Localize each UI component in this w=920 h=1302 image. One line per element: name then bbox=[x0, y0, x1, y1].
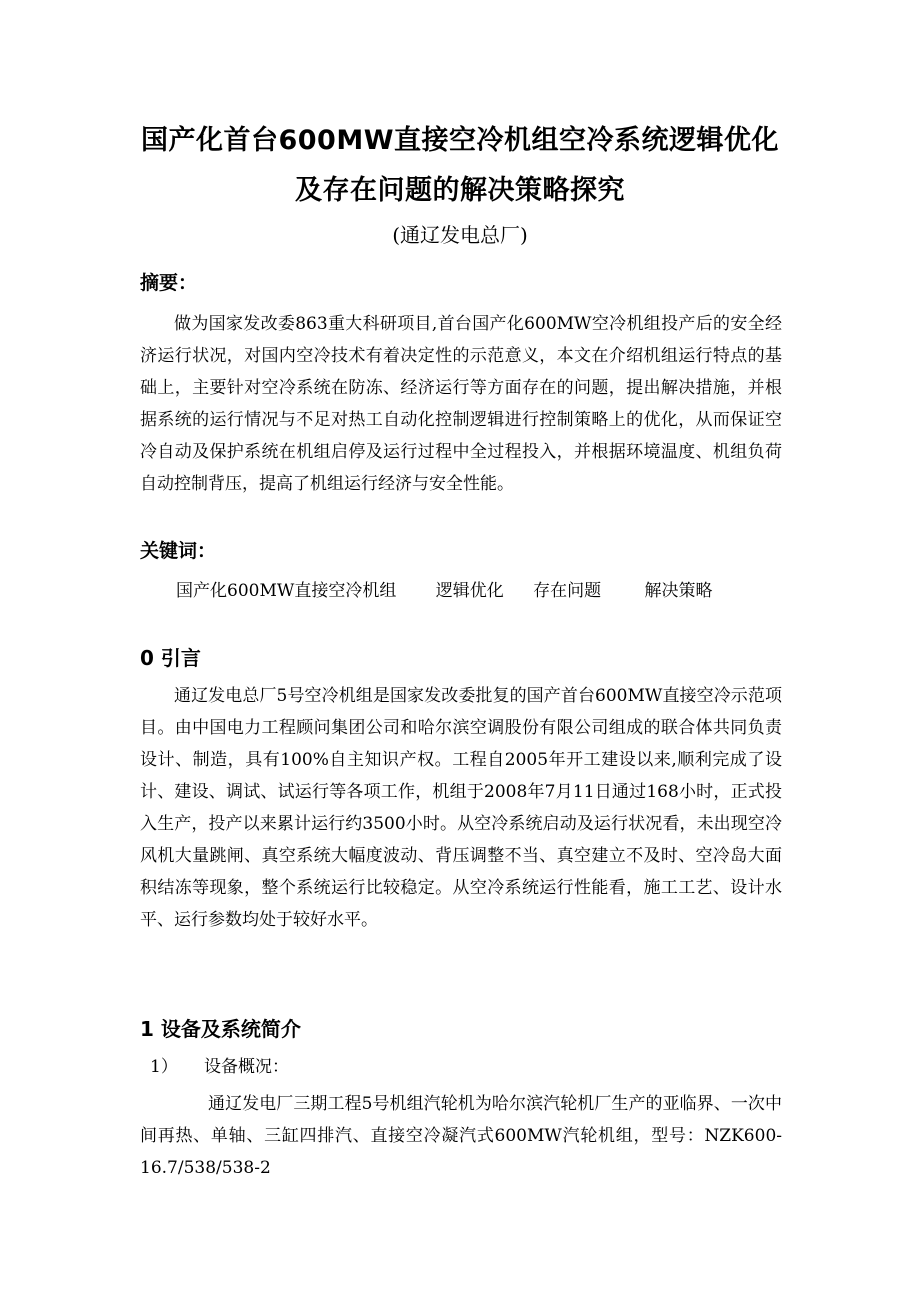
document-title-line-2: 及存在问题的解决策略探究 bbox=[295, 175, 625, 206]
subsection-number: 1） bbox=[150, 1057, 178, 1077]
subsection-label: 设备概况： bbox=[204, 1057, 289, 1077]
section-1-text: 通辽发电厂三期工程5号机组汽轮机为哈尔滨汽轮机厂生产的亚临界、一次中间再热、单轴、三缸四排汽、直接空冷凝汽式600MW汽轮机组，型号：NZK600-16.7/538/538-2 bbox=[140, 1094, 782, 1178]
keyword-item: 逻辑优化 bbox=[435, 581, 504, 601]
section-0-heading: 0 引言 bbox=[140, 646, 201, 670]
organization-name: (通辽发电总厂) bbox=[392, 223, 528, 247]
section-1-heading: 1 设备及系统简介 bbox=[140, 1017, 301, 1041]
section-0-text: 通辽发电总厂5号空冷机组是国家发改委批复的国产首台600MW直接空冷示范项目。由中国电力工程顾问集团公司和哈尔滨空调股份有限公司组成的联合体共同负责设计、制造，具有100%自主知识产权。工程自2005年开工建设以来,顺利完成了设计、建设、调试、试运行等各项工作，机组于2008年7月11日通过168小时，正式投入生产，投产以来累计运行约3500小时。从空冷系统启动及运行状况看，未出现空冷风机大量跳闸、真空系统大幅度波动、背压调整不当、真空建立不及时、空冷岛大面积结冻等现象，整个系统运行比较稳定。从空冷系统运行性能看，施工工艺、设计水平、运行参数均处于较好水平。 bbox=[140, 686, 782, 930]
subsection-heading bbox=[150, 1052, 289, 1077]
keyword-item: 存在问题 bbox=[533, 581, 602, 601]
keyword-item: 解决策略 bbox=[644, 581, 713, 601]
abstract-text: 做为国家发改委863重大科研项目,首台国产化600MW空冷机组投产后的安全经济运行状况，对国内空冷技术有着决定性的示范意义，本文在介绍机组运行特点的基础上，主要针对空冷系统在防冻、经济运行等方面存在的问题，提出解决措施，并根据系统的运行情况与不足对热工自动化控制逻辑进行控制策略上的优化，从而保证空冷自动及保护系统在机组启停及运行过程中全过程投入，并根据环境温度、机组负荷自动控制背压，提高了机组运行经济与安全性能。 bbox=[140, 314, 782, 494]
keywords-heading: 关键词： bbox=[140, 540, 217, 562]
keywords-list bbox=[176, 576, 713, 601]
document-title-line-1: 国产化首台600MW直接空冷机组空冷系统逻辑优化 bbox=[140, 125, 779, 156]
abstract-heading: 摘要： bbox=[140, 272, 198, 294]
keyword-item: 国产化600MW直接空冷机组 bbox=[176, 581, 397, 601]
